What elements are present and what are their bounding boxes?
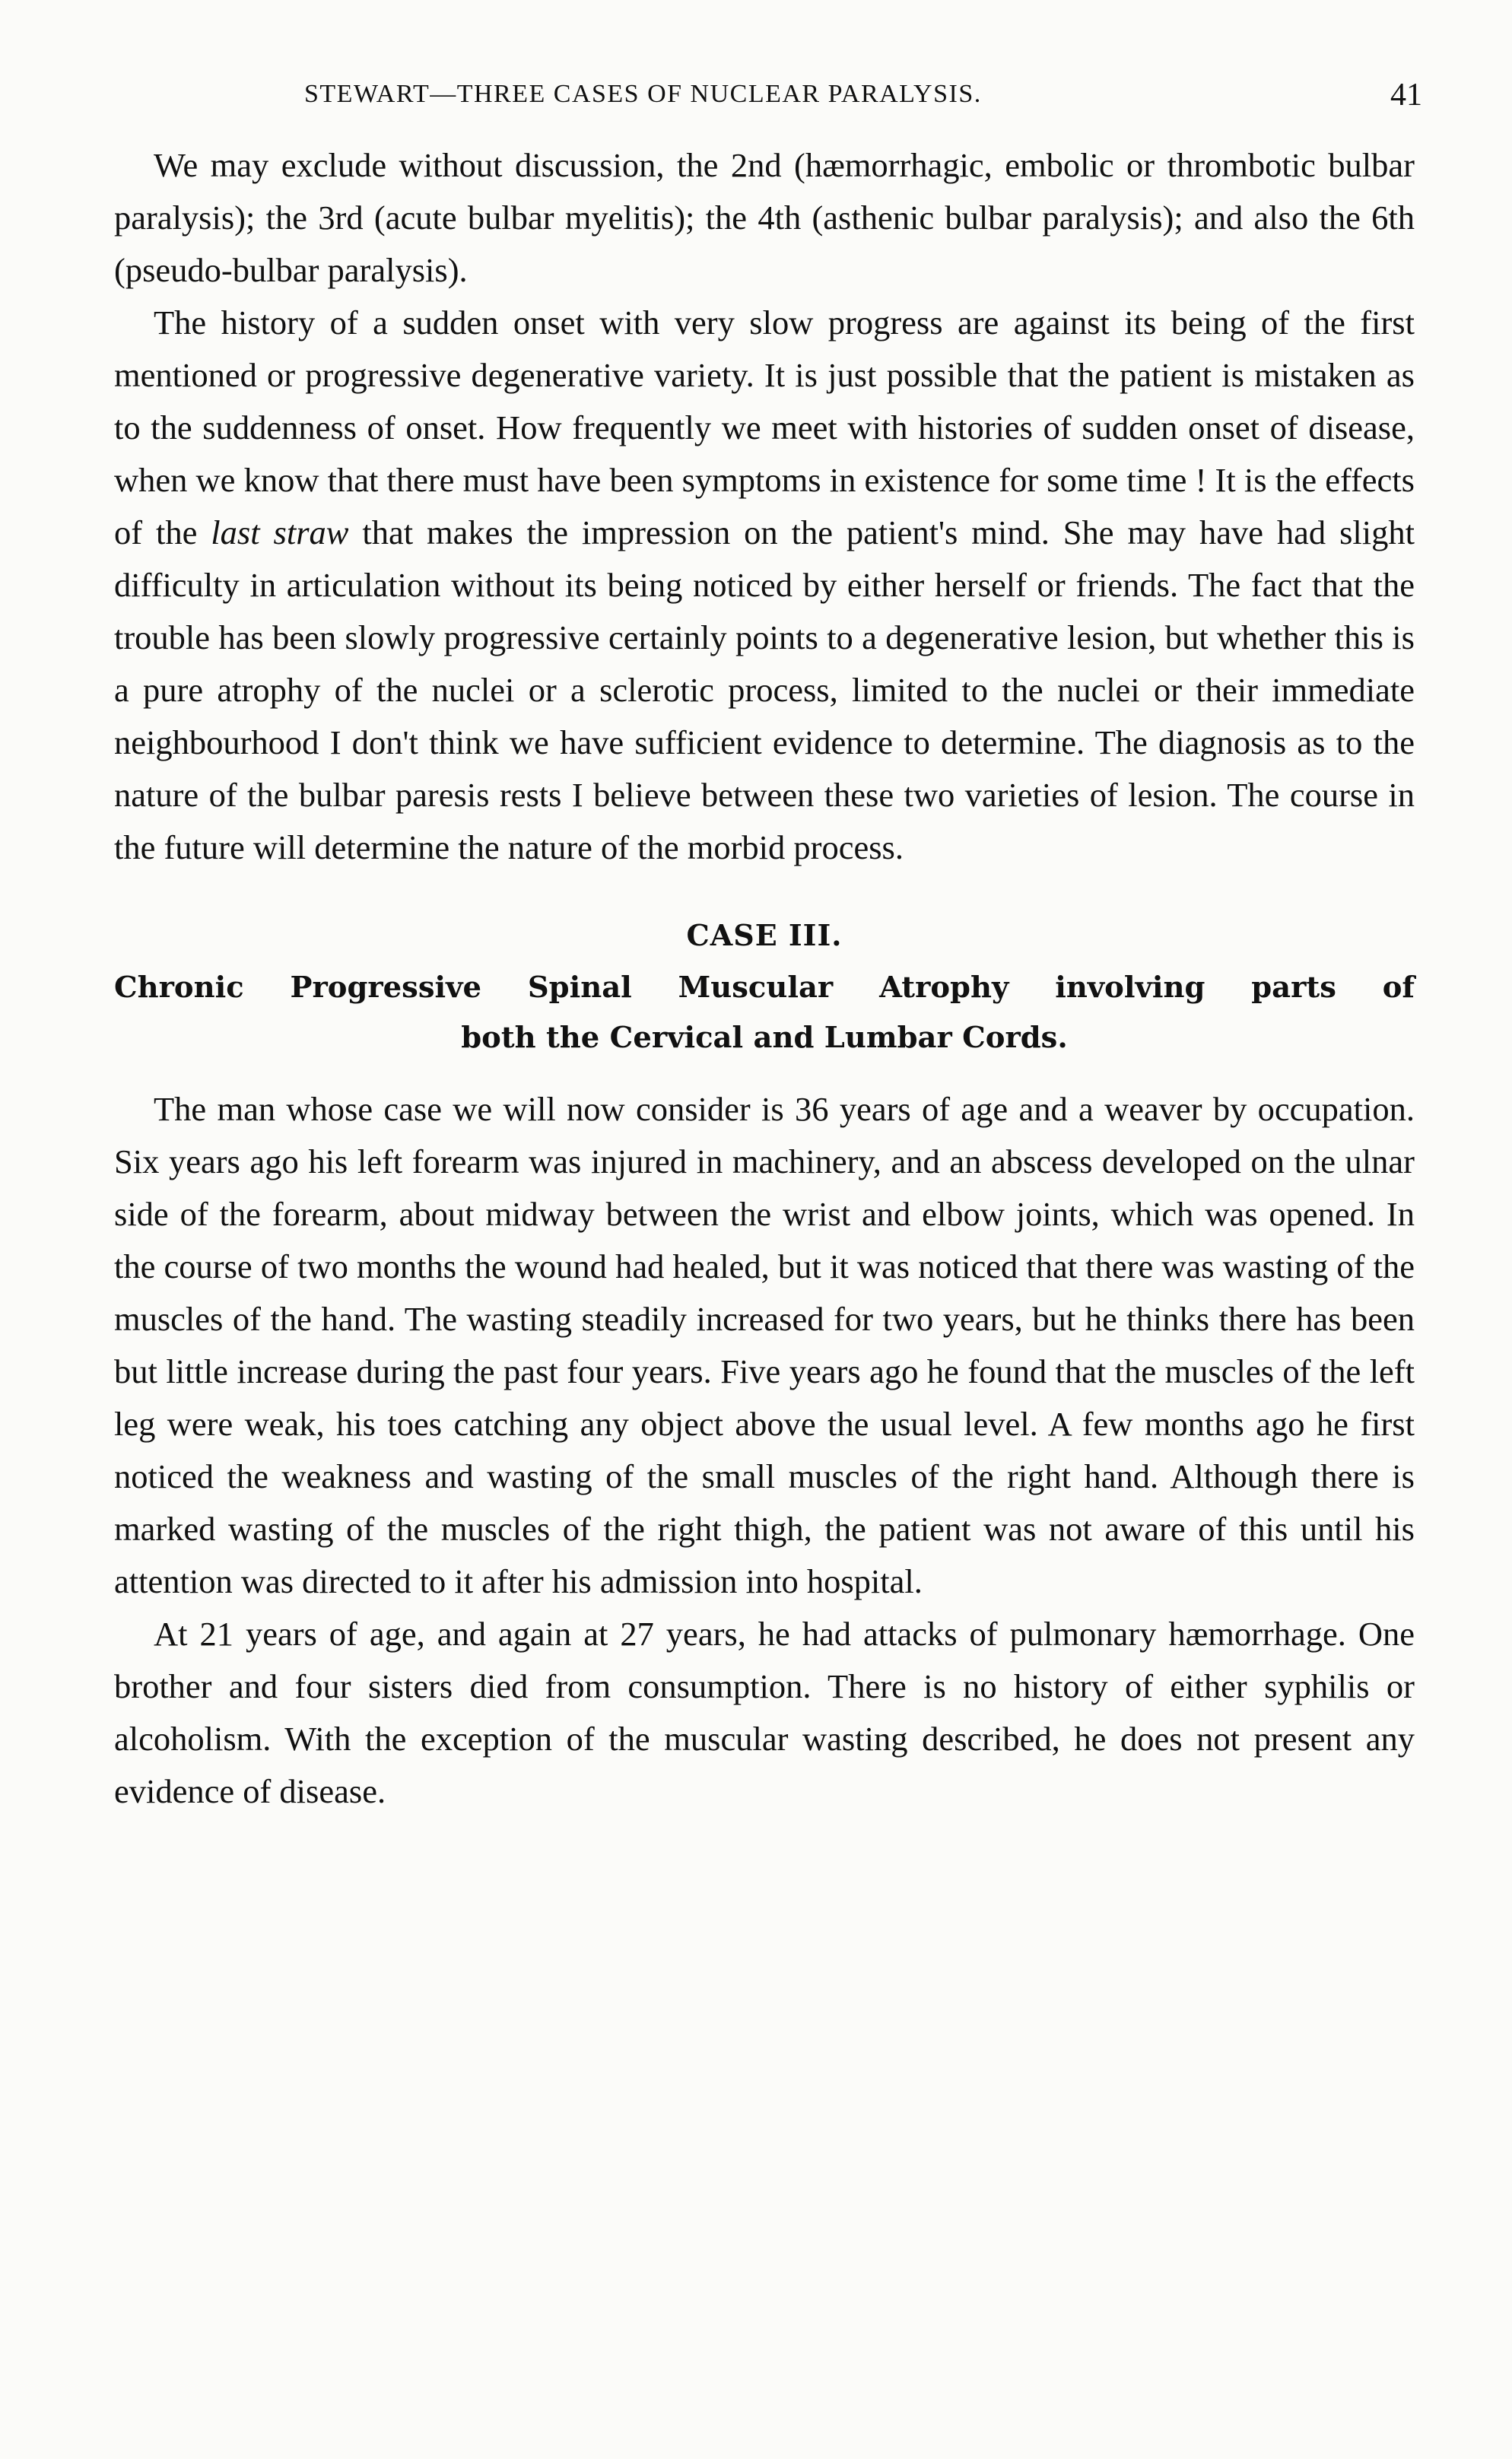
document-page <box>114 72 1422 1818</box>
paragraph-text-part: The history of a sudden onset with very slow progress are against its being of the first mentioned or progressive degenerative variety. It is just possible that the patient is mistaken as to the suddenness of onset. How frequently we meet with histories of sudden onset of disease, when we know that there must have been symptoms in existence for some time ! It is the effects of the <box>114 303 1415 551</box>
paragraph-text-part: that makes the impression on the patient's mind. She may have had slight difficulty in articulation without its being noticed by either herself or friends. The fact that the trouble has been slowly progressive certainly points to a degenerative lesion, but whether this is a pure atrophy of the nuclei or a sclerotic process, limited to the nuclei or their immediate neighbourhood I don't think we have sufficient evidence to determine. The diagnosis as to the nature of the bulbar paresis rests I believe between these two varieties of lesion. The course in the future will determine the nature of the morbid process. <box>114 513 1415 866</box>
case-heading: CASE III. <box>686 918 843 952</box>
paragraph-case-history: The man whose case we will now consider is 36 years of age and a weaver by occupation. Six years ago his left forearm was injured in machinery, and an abscess developed on the ulnar side of the forearm, about midway between the wrist and elbow joints, which was opened. In the course of two months the wound had healed, but it was noticed that there was wasting of the muscles of the hand. The wasting steadily increased for two years, but he thinks there has been but little increase during the past four years. Five years ago he found that the muscles of the left leg were weak, his toes catching any object above the usual level. A few months ago he first noticed the weakness and wasting of the small muscles of the right hand. Although there is marked wasting of the muscles of the right thigh, the patient was not aware of this until his attention was directed to it after his admission into hospital. <box>114 1090 1415 1600</box>
case-subtitle-line: Chronic Progressive Spinal Muscular Atrophy involving parts of <box>114 971 1415 1005</box>
running-header <box>114 72 1422 125</box>
italic-phrase: last straw <box>211 513 349 551</box>
paragraph-history-discussion <box>114 297 1415 874</box>
page-number: 41 <box>1390 78 1422 113</box>
paragraph-family-history: At 21 years of age, and again at 27 years, he had attacks of pulmonary hæmorrhage. One brother and four sisters died from consumption. There is no history of either syphilis or alcoholism. With the exception of the muscular wasting described, he does not present any evidence of disease. <box>114 1615 1415 1810</box>
case-subtitle-line: both the Cervical and Lumbar Cords. <box>461 1021 1068 1055</box>
running-title: STEWART—THREE CASES OF NUCLEAR PARALYSIS. <box>304 80 982 108</box>
case-subtitle <box>114 963 1415 1063</box>
paragraph-exclusions: We may exclude without discussion, the 2nd (hæmorrhagic, embolic or thrombotic bulbar paralysis); the 3rd (acute bulbar myelitis); the 4th (asthenic bulbar paralysis); and also the 6th (pseudo-bulbar paralysis). <box>114 146 1415 289</box>
